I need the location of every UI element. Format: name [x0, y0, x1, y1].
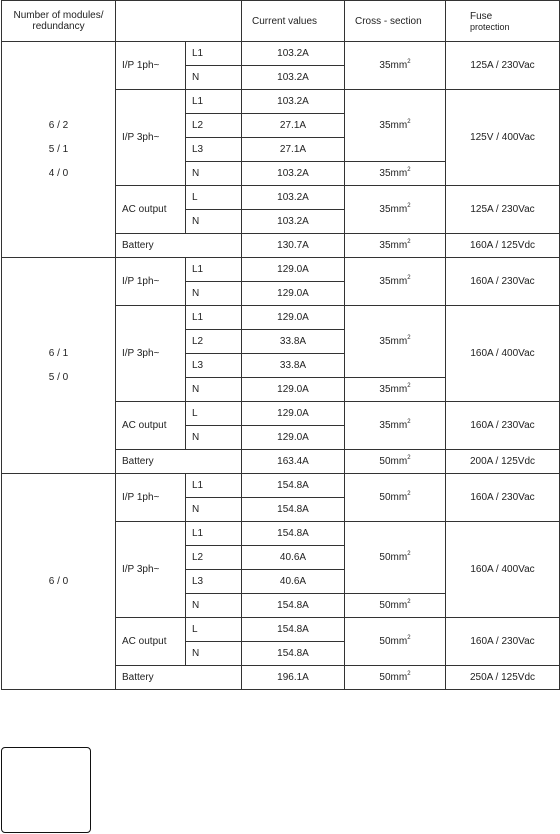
- redundancy-cell: [2, 42, 116, 258]
- squared-superscript: 2: [407, 239, 411, 245]
- squared-superscript: 2: [407, 455, 411, 461]
- cross-section: [345, 618, 446, 666]
- redundancy-cell: [2, 474, 116, 690]
- cross-section-neutral: [345, 162, 446, 186]
- redundancy-value: 4 / 0: [48, 167, 69, 179]
- cross-section-value: 35mm: [379, 204, 408, 215]
- current-value: 27.1A: [242, 138, 345, 162]
- squared-superscript: 2: [407, 599, 411, 605]
- cross-section-neutral: [345, 594, 446, 618]
- cross-section-value: 35mm: [379, 336, 408, 347]
- table-row: [2, 42, 560, 66]
- current-value: 154.8A: [242, 642, 345, 666]
- phase-n: N: [186, 426, 242, 450]
- redundancy-value: 5 / 0: [48, 371, 69, 383]
- current-value: 196.1A: [242, 666, 345, 690]
- header-fuse-line2: protection: [470, 21, 510, 32]
- squared-superscript: 2: [407, 203, 411, 209]
- cross-section-neutral-value: 50mm: [379, 600, 408, 611]
- squared-superscript: 2: [407, 167, 411, 173]
- squared-superscript: 2: [407, 671, 411, 677]
- phase-n: N: [186, 210, 242, 234]
- cross-section: [345, 90, 446, 162]
- header-fuse-line1: Fuse: [470, 10, 493, 22]
- ip3-label: I/P 3ph~: [116, 90, 186, 186]
- current-value: 33.8A: [242, 330, 345, 354]
- note-box: [1, 747, 91, 833]
- current-value: 129.0A: [242, 306, 345, 330]
- phase-l1: L1: [186, 474, 242, 498]
- current-value: 129.0A: [242, 426, 345, 450]
- cross-section: [345, 402, 446, 450]
- squared-superscript: 2: [407, 551, 411, 557]
- fuse-value: 160A / 230Vac: [446, 474, 560, 522]
- cross-section-value: 50mm: [379, 672, 408, 683]
- fuse-cable-spec-table: [1, 0, 560, 690]
- redundancy-value: 6 / 1: [48, 347, 69, 359]
- current-value: 129.0A: [242, 258, 345, 282]
- squared-superscript: 2: [407, 119, 411, 125]
- phase-n: N: [186, 66, 242, 90]
- phase-l2: L2: [186, 114, 242, 138]
- current-value: 154.8A: [242, 474, 345, 498]
- phase-l: L: [186, 618, 242, 642]
- phase-n: N: [186, 378, 242, 402]
- fuse-value: 160A / 230Vac: [446, 258, 560, 306]
- ac-output-label: AC output: [116, 618, 186, 666]
- phase-l1: L1: [186, 258, 242, 282]
- ip3-label: I/P 3ph~: [116, 522, 186, 618]
- current-value: 103.2A: [242, 186, 345, 210]
- current-value: 103.2A: [242, 66, 345, 90]
- cross-section-value: 50mm: [379, 636, 408, 647]
- ip3-label: I/P 3ph~: [116, 306, 186, 402]
- current-value: 40.6A: [242, 546, 345, 570]
- current-value: 103.2A: [242, 90, 345, 114]
- phase-l: L: [186, 186, 242, 210]
- cross-section-value: 50mm: [379, 456, 408, 467]
- phase-l3: L3: [186, 570, 242, 594]
- current-value: 154.8A: [242, 618, 345, 642]
- current-value: 103.2A: [242, 42, 345, 66]
- header-modules-line2: redundancy: [32, 21, 85, 32]
- cross-section-neutral-value: 35mm: [379, 384, 408, 395]
- current-value: 154.8A: [242, 498, 345, 522]
- squared-superscript: 2: [407, 59, 411, 65]
- redundancy-value: 5 / 1: [48, 143, 69, 155]
- ac-output-label: AC output: [116, 186, 186, 234]
- current-value: 154.8A: [242, 522, 345, 546]
- cross-section: [345, 474, 446, 522]
- cross-section: [345, 450, 446, 474]
- cross-section-value: 35mm: [379, 240, 408, 251]
- phase-n: N: [186, 282, 242, 306]
- current-value: 163.4A: [242, 450, 345, 474]
- current-value: 40.6A: [242, 570, 345, 594]
- ip1-label: I/P 1ph~: [116, 474, 186, 522]
- cross-section-value: 35mm: [379, 276, 408, 287]
- fuse-value: 160A / 400Vac: [446, 306, 560, 402]
- phase-n: N: [186, 498, 242, 522]
- cross-section: [345, 234, 446, 258]
- squared-superscript: 2: [407, 383, 411, 389]
- phase-n: N: [186, 594, 242, 618]
- table-row: [2, 474, 560, 498]
- current-value: 129.0A: [242, 378, 345, 402]
- header-modules-line1: Number of modules/: [13, 10, 104, 21]
- cross-section-value: 35mm: [379, 120, 408, 131]
- cross-section: [345, 186, 446, 234]
- fuse-value: 160A / 230Vac: [446, 402, 560, 450]
- fuse-value: 200A / 125Vdc: [446, 450, 560, 474]
- current-value: 33.8A: [242, 354, 345, 378]
- phase-l1: L1: [186, 90, 242, 114]
- cross-section: [345, 42, 446, 90]
- table-row: [2, 258, 560, 282]
- cross-section-value: 50mm: [379, 552, 408, 563]
- cross-section-neutral: [345, 378, 446, 402]
- current-value: 103.2A: [242, 210, 345, 234]
- phase-l2: L2: [186, 546, 242, 570]
- header-current: Current values: [242, 1, 345, 42]
- phase-l1: L1: [186, 306, 242, 330]
- cross-section: [345, 306, 446, 378]
- fuse-value: 160A / 400Vac: [446, 522, 560, 618]
- current-value: 27.1A: [242, 114, 345, 138]
- current-value: 130.7A: [242, 234, 345, 258]
- squared-superscript: 2: [407, 635, 411, 641]
- redundancy-cell: [2, 258, 116, 474]
- phase-l1: L1: [186, 522, 242, 546]
- redundancy-value: 6 / 0: [48, 575, 69, 587]
- phase-n: N: [186, 162, 242, 186]
- fuse-value: 160A / 125Vdc: [446, 234, 560, 258]
- header-fuse: [446, 1, 560, 42]
- squared-superscript: 2: [407, 491, 411, 497]
- redundancy-value: 6 / 2: [48, 119, 69, 131]
- cross-section: [345, 522, 446, 594]
- fuse-value: 125A / 230Vac: [446, 186, 560, 234]
- fuse-value: 160A / 230Vac: [446, 618, 560, 666]
- header-blank: [116, 1, 242, 42]
- phase-l1: L1: [186, 42, 242, 66]
- squared-superscript: 2: [407, 275, 411, 281]
- cross-section-value: 50mm: [379, 492, 408, 503]
- current-value: 129.0A: [242, 282, 345, 306]
- header-cross-section: Cross - section: [345, 1, 446, 42]
- battery-label: Battery: [116, 234, 242, 258]
- battery-label: Battery: [116, 666, 242, 690]
- phase-l2: L2: [186, 330, 242, 354]
- cross-section-neutral-value: 35mm: [379, 168, 408, 179]
- current-value: 129.0A: [242, 402, 345, 426]
- cross-section-value: 35mm: [379, 60, 408, 71]
- ac-output-label: AC output: [116, 402, 186, 450]
- cross-section-value: 35mm: [379, 420, 408, 431]
- phase-l: L: [186, 402, 242, 426]
- fuse-value: 250A / 125Vdc: [446, 666, 560, 690]
- fuse-value: 125V / 400Vac: [446, 90, 560, 186]
- ip1-label: I/P 1ph~: [116, 42, 186, 90]
- ip1-label: I/P 1ph~: [116, 258, 186, 306]
- current-value: 154.8A: [242, 594, 345, 618]
- cross-section: [345, 666, 446, 690]
- header-modules: [2, 1, 116, 42]
- table-header-row: [2, 1, 560, 42]
- current-value: 103.2A: [242, 162, 345, 186]
- cross-section: [345, 258, 446, 306]
- battery-label: Battery: [116, 450, 242, 474]
- phase-l3: L3: [186, 354, 242, 378]
- phase-l3: L3: [186, 138, 242, 162]
- fuse-value: 125A / 230Vac: [446, 42, 560, 90]
- squared-superscript: 2: [407, 335, 411, 341]
- phase-n: N: [186, 642, 242, 666]
- squared-superscript: 2: [407, 419, 411, 425]
